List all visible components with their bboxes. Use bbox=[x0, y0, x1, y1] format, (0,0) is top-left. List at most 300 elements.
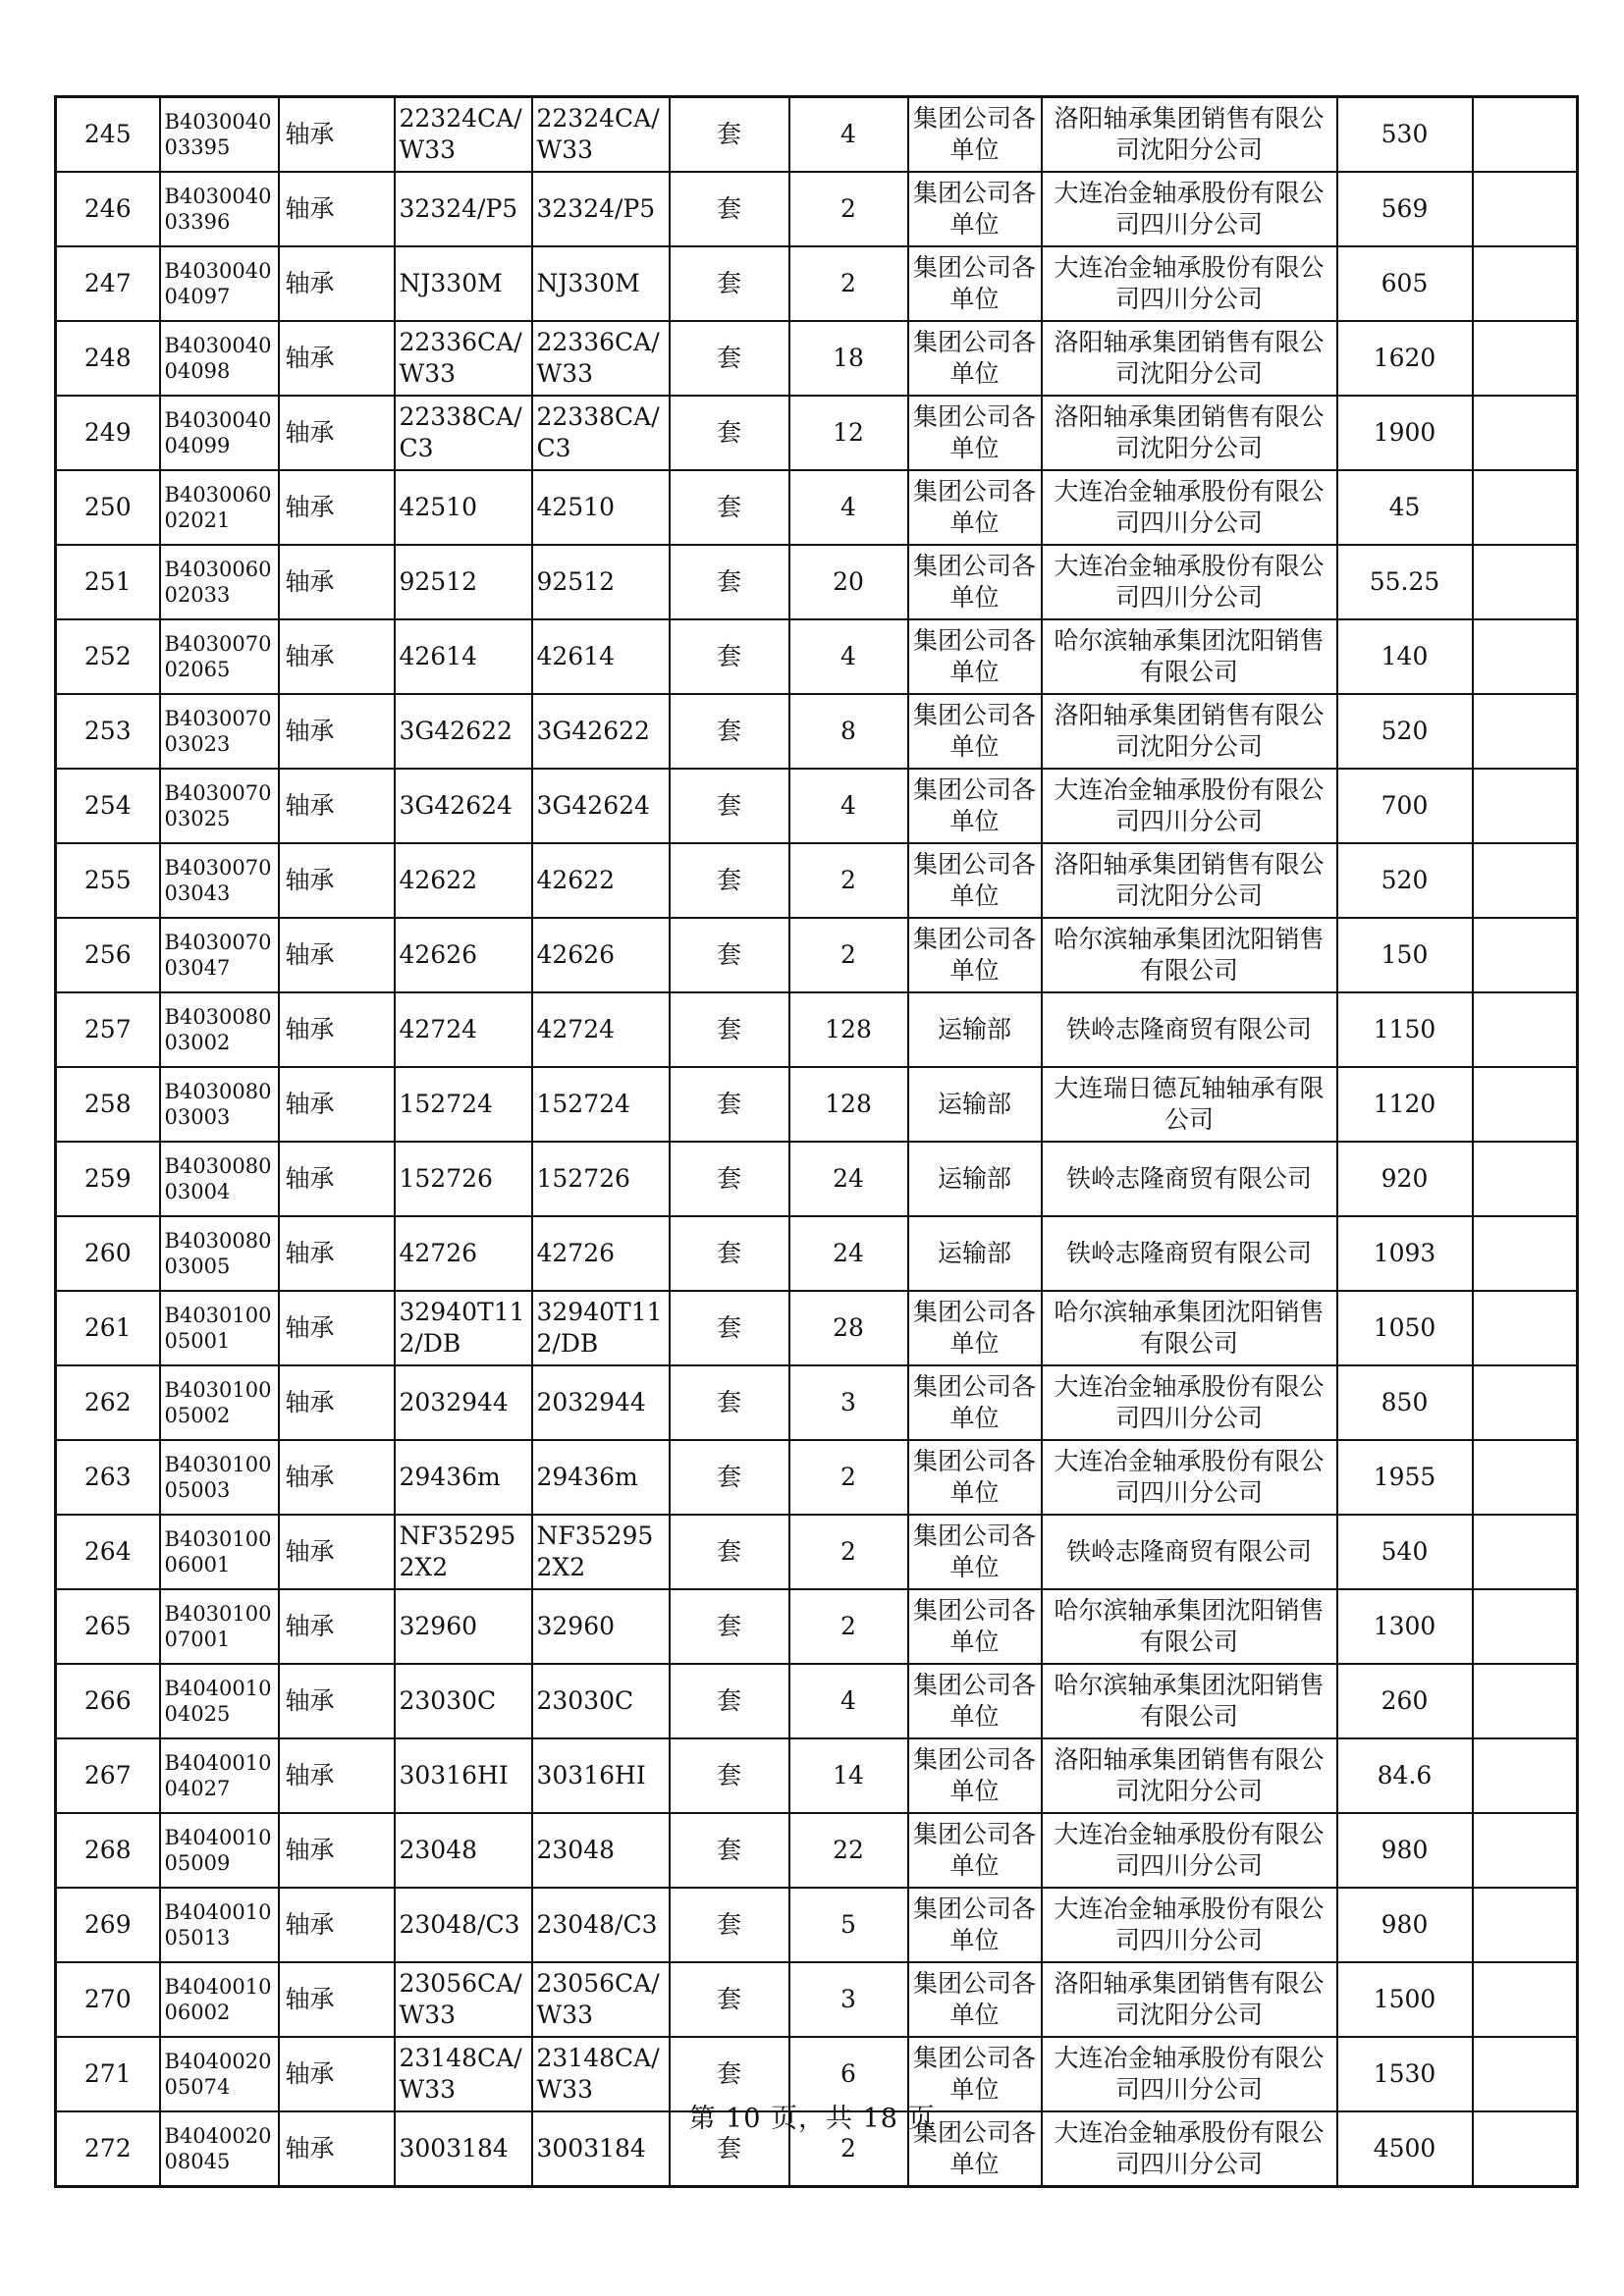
bearing-price-table bbox=[54, 95, 1579, 2188]
quantity-cell: 4 bbox=[789, 619, 908, 694]
material-code-cell: B404001004027 bbox=[160, 1738, 279, 1813]
specification-cell: 3G42624 bbox=[395, 769, 532, 843]
material-code-cell: B403010006001 bbox=[160, 1515, 279, 1589]
quantity-cell: 3 bbox=[789, 1365, 908, 1440]
supplier-cell: 铁岭志隆商贸有限公司 bbox=[1042, 1142, 1337, 1216]
item-name-cell: 轴承 bbox=[279, 2111, 395, 2187]
unit-price-cell: 920 bbox=[1337, 1142, 1473, 1216]
material-code-cell: B403007002065 bbox=[160, 619, 279, 694]
row-number-cell: 255 bbox=[56, 843, 160, 918]
material-code-cell: B403008003003 bbox=[160, 1067, 279, 1142]
table-row bbox=[56, 992, 1578, 1067]
model-cell: 32960 bbox=[532, 1589, 670, 1664]
specification-cell: 42724 bbox=[395, 992, 532, 1067]
unit-cell: 套 bbox=[670, 2111, 789, 2187]
material-code-cell: B403006002033 bbox=[160, 545, 279, 619]
unit-cell: 套 bbox=[670, 619, 789, 694]
table-row bbox=[56, 1440, 1578, 1515]
row-number-cell: 259 bbox=[56, 1142, 160, 1216]
quantity-cell: 20 bbox=[789, 545, 908, 619]
quantity-cell: 2 bbox=[789, 1589, 908, 1664]
material-code-cell: B404001005009 bbox=[160, 1813, 279, 1888]
row-number-cell: 262 bbox=[56, 1365, 160, 1440]
model-cell: NJ330M bbox=[532, 246, 670, 321]
material-code-cell: B403006002021 bbox=[160, 470, 279, 545]
item-name-cell: 轴承 bbox=[279, 2037, 395, 2111]
specification-cell: 92512 bbox=[395, 545, 532, 619]
quantity-cell: 18 bbox=[789, 321, 908, 396]
unit-cell: 套 bbox=[670, 843, 789, 918]
remark-cell bbox=[1473, 1142, 1578, 1216]
model-cell: 22324CA/W33 bbox=[532, 97, 670, 173]
department-cell: 集团公司各单位 bbox=[908, 1365, 1042, 1440]
department-cell: 集团公司各单位 bbox=[908, 769, 1042, 843]
department-cell: 集团公司各单位 bbox=[908, 1515, 1042, 1589]
row-number-cell: 248 bbox=[56, 321, 160, 396]
table-row bbox=[56, 1291, 1578, 1365]
table-row bbox=[56, 619, 1578, 694]
unit-cell: 套 bbox=[670, 246, 789, 321]
supplier-cell: 洛阳轴承集团销售有限公司沈阳分公司 bbox=[1042, 1962, 1337, 2037]
department-cell: 运输部 bbox=[908, 1067, 1042, 1142]
unit-cell: 套 bbox=[670, 1664, 789, 1738]
specification-cell: 23056CA/W33 bbox=[395, 1962, 532, 2037]
supplier-cell: 大连冶金轴承股份有限公司四川分公司 bbox=[1042, 172, 1337, 246]
row-number-cell: 256 bbox=[56, 918, 160, 992]
supplier-cell: 铁岭志隆商贸有限公司 bbox=[1042, 1515, 1337, 1589]
table-row bbox=[56, 1589, 1578, 1664]
unit-cell: 套 bbox=[670, 1515, 789, 1589]
row-number-cell: 271 bbox=[56, 2037, 160, 2111]
department-cell: 集团公司各单位 bbox=[908, 1440, 1042, 1515]
department-cell: 运输部 bbox=[908, 992, 1042, 1067]
table-row bbox=[56, 172, 1578, 246]
department-cell: 集团公司各单位 bbox=[908, 470, 1042, 545]
table-row bbox=[56, 470, 1578, 545]
remark-cell bbox=[1473, 545, 1578, 619]
unit-price-cell: 1900 bbox=[1337, 396, 1473, 470]
supplier-cell: 洛阳轴承集团销售有限公司沈阳分公司 bbox=[1042, 97, 1337, 173]
table-row bbox=[56, 396, 1578, 470]
specification-cell: 2032944 bbox=[395, 1365, 532, 1440]
material-code-cell: B403008003005 bbox=[160, 1216, 279, 1291]
item-name-cell: 轴承 bbox=[279, 1142, 395, 1216]
row-number-cell: 261 bbox=[56, 1291, 160, 1365]
department-cell: 集团公司各单位 bbox=[908, 1664, 1042, 1738]
model-cell: 23048 bbox=[532, 1813, 670, 1888]
department-cell: 集团公司各单位 bbox=[908, 1962, 1042, 2037]
model-cell: 23048/C3 bbox=[532, 1888, 670, 1962]
remark-cell bbox=[1473, 1365, 1578, 1440]
specification-cell: 23148CA/W33 bbox=[395, 2037, 532, 2111]
material-code-cell: B403008003002 bbox=[160, 992, 279, 1067]
row-number-cell: 272 bbox=[56, 2111, 160, 2187]
material-code-cell: B404002005074 bbox=[160, 2037, 279, 2111]
quantity-cell: 4 bbox=[789, 97, 908, 173]
quantity-cell: 2 bbox=[789, 918, 908, 992]
table-row bbox=[56, 843, 1578, 918]
unit-cell: 套 bbox=[670, 769, 789, 843]
item-name-cell: 轴承 bbox=[279, 1888, 395, 1962]
specification-cell: NF352952X2 bbox=[395, 1515, 532, 1589]
supplier-cell: 大连冶金轴承股份有限公司四川分公司 bbox=[1042, 2111, 1337, 2187]
supplier-cell: 大连冶金轴承股份有限公司四川分公司 bbox=[1042, 1888, 1337, 1962]
supplier-cell: 哈尔滨轴承集团沈阳销售有限公司 bbox=[1042, 1589, 1337, 1664]
department-cell: 集团公司各单位 bbox=[908, 1589, 1042, 1664]
department-cell: 集团公司各单位 bbox=[908, 1738, 1042, 1813]
row-number-cell: 247 bbox=[56, 246, 160, 321]
unit-price-cell: 1093 bbox=[1337, 1216, 1473, 1291]
material-code-cell: B403010005001 bbox=[160, 1291, 279, 1365]
remark-cell bbox=[1473, 619, 1578, 694]
remark-cell bbox=[1473, 1888, 1578, 1962]
quantity-cell: 28 bbox=[789, 1291, 908, 1365]
unit-cell: 套 bbox=[670, 1813, 789, 1888]
supplier-cell: 哈尔滨轴承集团沈阳销售有限公司 bbox=[1042, 1664, 1337, 1738]
item-name-cell: 轴承 bbox=[279, 1365, 395, 1440]
model-cell: 30316HI bbox=[532, 1738, 670, 1813]
model-cell: 92512 bbox=[532, 545, 670, 619]
specification-cell: NJ330M bbox=[395, 246, 532, 321]
item-name-cell: 轴承 bbox=[279, 992, 395, 1067]
item-name-cell: 轴承 bbox=[279, 1515, 395, 1589]
unit-price-cell: 1120 bbox=[1337, 1067, 1473, 1142]
specification-cell: 30316HI bbox=[395, 1738, 532, 1813]
table-row bbox=[56, 97, 1578, 173]
quantity-cell: 3 bbox=[789, 1962, 908, 2037]
quantity-cell: 2 bbox=[789, 2111, 908, 2187]
unit-cell: 套 bbox=[670, 470, 789, 545]
unit-price-cell: 540 bbox=[1337, 1515, 1473, 1589]
item-name-cell: 轴承 bbox=[279, 246, 395, 321]
unit-price-cell: 1050 bbox=[1337, 1291, 1473, 1365]
supplier-cell: 大连冶金轴承股份有限公司四川分公司 bbox=[1042, 470, 1337, 545]
specification-cell: 42626 bbox=[395, 918, 532, 992]
material-code-cell: B403008003004 bbox=[160, 1142, 279, 1216]
table-row bbox=[56, 1888, 1578, 1962]
supplier-cell: 大连冶金轴承股份有限公司四川分公司 bbox=[1042, 2037, 1337, 2111]
row-number-cell: 267 bbox=[56, 1738, 160, 1813]
remark-cell bbox=[1473, 172, 1578, 246]
unit-price-cell: 1150 bbox=[1337, 992, 1473, 1067]
specification-cell: 23048/C3 bbox=[395, 1888, 532, 1962]
remark-cell bbox=[1473, 1738, 1578, 1813]
unit-cell: 套 bbox=[670, 1067, 789, 1142]
material-code-cell: B403004004097 bbox=[160, 246, 279, 321]
quantity-cell: 2 bbox=[789, 1440, 908, 1515]
unit-cell: 套 bbox=[670, 1216, 789, 1291]
remark-cell bbox=[1473, 97, 1578, 173]
unit-price-cell: 605 bbox=[1337, 246, 1473, 321]
model-cell: 32940T112/DB bbox=[532, 1291, 670, 1365]
row-number-cell: 246 bbox=[56, 172, 160, 246]
unit-price-cell: 700 bbox=[1337, 769, 1473, 843]
supplier-cell: 大连瑞日德瓦轴轴承有限公司 bbox=[1042, 1067, 1337, 1142]
material-code-cell: B404001005013 bbox=[160, 1888, 279, 1962]
page-footer: 第 10 页，共 18 页 bbox=[688, 2104, 936, 2134]
unit-cell: 套 bbox=[670, 1738, 789, 1813]
item-name-cell: 轴承 bbox=[279, 172, 395, 246]
material-code-cell: B403010005002 bbox=[160, 1365, 279, 1440]
item-name-cell: 轴承 bbox=[279, 321, 395, 396]
item-name-cell: 轴承 bbox=[279, 918, 395, 992]
model-cell: 23056CA/W33 bbox=[532, 1962, 670, 2037]
item-name-cell: 轴承 bbox=[279, 1813, 395, 1888]
table-row bbox=[56, 246, 1578, 321]
remark-cell bbox=[1473, 1664, 1578, 1738]
quantity-cell: 24 bbox=[789, 1142, 908, 1216]
department-cell: 集团公司各单位 bbox=[908, 97, 1042, 173]
unit-price-cell: 850 bbox=[1337, 1365, 1473, 1440]
unit-price-cell: 1300 bbox=[1337, 1589, 1473, 1664]
supplier-cell: 大连冶金轴承股份有限公司四川分公司 bbox=[1042, 246, 1337, 321]
table-row bbox=[56, 918, 1578, 992]
quantity-cell: 4 bbox=[789, 470, 908, 545]
material-code-cell: B403007003023 bbox=[160, 694, 279, 769]
table-row bbox=[56, 1142, 1578, 1216]
table-row bbox=[56, 1962, 1578, 2037]
material-code-cell: B403004004099 bbox=[160, 396, 279, 470]
specification-cell: 152726 bbox=[395, 1142, 532, 1216]
model-cell: 32324/P5 bbox=[532, 172, 670, 246]
unit-cell: 套 bbox=[670, 1888, 789, 1962]
specification-cell: 22338CA/C3 bbox=[395, 396, 532, 470]
specification-cell: 23030C bbox=[395, 1664, 532, 1738]
row-number-cell: 252 bbox=[56, 619, 160, 694]
model-cell: 42726 bbox=[532, 1216, 670, 1291]
table-row bbox=[56, 1738, 1578, 1813]
unit-cell: 套 bbox=[670, 694, 789, 769]
unit-cell: 套 bbox=[670, 97, 789, 173]
table-row bbox=[56, 769, 1578, 843]
unit-cell: 套 bbox=[670, 1589, 789, 1664]
item-name-cell: 轴承 bbox=[279, 619, 395, 694]
supplier-cell: 大连冶金轴承股份有限公司四川分公司 bbox=[1042, 769, 1337, 843]
remark-cell bbox=[1473, 992, 1578, 1067]
unit-price-cell: 84.6 bbox=[1337, 1738, 1473, 1813]
table-row bbox=[56, 1067, 1578, 1142]
specification-cell: 32960 bbox=[395, 1589, 532, 1664]
remark-cell bbox=[1473, 321, 1578, 396]
quantity-cell: 4 bbox=[789, 1664, 908, 1738]
unit-cell: 套 bbox=[670, 992, 789, 1067]
model-cell: 23148CA/W33 bbox=[532, 2037, 670, 2111]
table-row bbox=[56, 694, 1578, 769]
row-number-cell: 264 bbox=[56, 1515, 160, 1589]
item-name-cell: 轴承 bbox=[279, 1738, 395, 1813]
row-number-cell: 254 bbox=[56, 769, 160, 843]
item-name-cell: 轴承 bbox=[279, 97, 395, 173]
item-name-cell: 轴承 bbox=[279, 396, 395, 470]
model-cell: 42614 bbox=[532, 619, 670, 694]
quantity-cell: 128 bbox=[789, 1067, 908, 1142]
unit-price-cell: 1500 bbox=[1337, 1962, 1473, 2037]
quantity-cell: 4 bbox=[789, 769, 908, 843]
model-cell: 3G42624 bbox=[532, 769, 670, 843]
material-code-cell: B403010005003 bbox=[160, 1440, 279, 1515]
supplier-cell: 哈尔滨轴承集团沈阳销售有限公司 bbox=[1042, 918, 1337, 992]
unit-price-cell: 260 bbox=[1337, 1664, 1473, 1738]
quantity-cell: 24 bbox=[789, 1216, 908, 1291]
unit-price-cell: 1955 bbox=[1337, 1440, 1473, 1515]
specification-cell: 32940T112/DB bbox=[395, 1291, 532, 1365]
remark-cell bbox=[1473, 1440, 1578, 1515]
department-cell: 集团公司各单位 bbox=[908, 1813, 1042, 1888]
item-name-cell: 轴承 bbox=[279, 769, 395, 843]
specification-cell: 29436m bbox=[395, 1440, 532, 1515]
quantity-cell: 5 bbox=[789, 1888, 908, 1962]
department-cell: 集团公司各单位 bbox=[908, 1888, 1042, 1962]
model-cell: 3G42622 bbox=[532, 694, 670, 769]
unit-cell: 套 bbox=[670, 918, 789, 992]
unit-price-cell: 569 bbox=[1337, 172, 1473, 246]
material-code-cell: B403004003396 bbox=[160, 172, 279, 246]
item-name-cell: 轴承 bbox=[279, 843, 395, 918]
material-code-cell: B403004004098 bbox=[160, 321, 279, 396]
specification-cell: 42510 bbox=[395, 470, 532, 545]
row-number-cell: 260 bbox=[56, 1216, 160, 1291]
table-row bbox=[56, 1365, 1578, 1440]
row-number-cell: 245 bbox=[56, 97, 160, 173]
department-cell: 集团公司各单位 bbox=[908, 321, 1042, 396]
remark-cell bbox=[1473, 470, 1578, 545]
material-code-cell: B403007003025 bbox=[160, 769, 279, 843]
unit-price-cell: 530 bbox=[1337, 97, 1473, 173]
quantity-cell: 14 bbox=[789, 1738, 908, 1813]
material-code-cell: B403007003043 bbox=[160, 843, 279, 918]
model-cell: 42724 bbox=[532, 992, 670, 1067]
supplier-cell: 洛阳轴承集团销售有限公司沈阳分公司 bbox=[1042, 843, 1337, 918]
department-cell: 集团公司各单位 bbox=[908, 246, 1042, 321]
specification-cell: 42726 bbox=[395, 1216, 532, 1291]
department-cell: 集团公司各单位 bbox=[908, 172, 1042, 246]
unit-cell: 套 bbox=[670, 1365, 789, 1440]
row-number-cell: 270 bbox=[56, 1962, 160, 2037]
material-code-cell: B404001006002 bbox=[160, 1962, 279, 2037]
row-number-cell: 269 bbox=[56, 1888, 160, 1962]
unit-cell: 套 bbox=[670, 545, 789, 619]
row-number-cell: 257 bbox=[56, 992, 160, 1067]
row-number-cell: 266 bbox=[56, 1664, 160, 1738]
unit-price-cell: 45 bbox=[1337, 470, 1473, 545]
unit-cell: 套 bbox=[670, 396, 789, 470]
specification-cell: 3G42622 bbox=[395, 694, 532, 769]
item-name-cell: 轴承 bbox=[279, 1664, 395, 1738]
quantity-cell: 22 bbox=[789, 1813, 908, 1888]
unit-cell: 套 bbox=[670, 321, 789, 396]
department-cell: 集团公司各单位 bbox=[908, 396, 1042, 470]
supplier-cell: 洛阳轴承集团销售有限公司沈阳分公司 bbox=[1042, 694, 1337, 769]
quantity-cell: 2 bbox=[789, 246, 908, 321]
item-name-cell: 轴承 bbox=[279, 1962, 395, 2037]
supplier-cell: 大连冶金轴承股份有限公司四川分公司 bbox=[1042, 1440, 1337, 1515]
remark-cell bbox=[1473, 1813, 1578, 1888]
unit-price-cell: 150 bbox=[1337, 918, 1473, 992]
table-row bbox=[56, 1216, 1578, 1291]
supplier-cell: 洛阳轴承集团销售有限公司沈阳分公司 bbox=[1042, 396, 1337, 470]
remark-cell bbox=[1473, 1962, 1578, 2037]
unit-price-cell: 1620 bbox=[1337, 321, 1473, 396]
row-number-cell: 263 bbox=[56, 1440, 160, 1515]
supplier-cell: 铁岭志隆商贸有限公司 bbox=[1042, 992, 1337, 1067]
department-cell: 集团公司各单位 bbox=[908, 843, 1042, 918]
item-name-cell: 轴承 bbox=[279, 1589, 395, 1664]
table-row bbox=[56, 1515, 1578, 1589]
model-cell: 3003184 bbox=[532, 2111, 670, 2187]
remark-cell bbox=[1473, 1291, 1578, 1365]
quantity-cell: 6 bbox=[789, 2037, 908, 2111]
row-number-cell: 265 bbox=[56, 1589, 160, 1664]
specification-cell: 152724 bbox=[395, 1067, 532, 1142]
model-cell: 23030C bbox=[532, 1664, 670, 1738]
model-cell: 22338CA/C3 bbox=[532, 396, 670, 470]
material-code-cell: B404001004025 bbox=[160, 1664, 279, 1738]
model-cell: 152726 bbox=[532, 1142, 670, 1216]
row-number-cell: 258 bbox=[56, 1067, 160, 1142]
row-number-cell: 251 bbox=[56, 545, 160, 619]
item-name-cell: 轴承 bbox=[279, 470, 395, 545]
model-cell: 42626 bbox=[532, 918, 670, 992]
remark-cell bbox=[1473, 694, 1578, 769]
item-name-cell: 轴承 bbox=[279, 694, 395, 769]
remark-cell bbox=[1473, 396, 1578, 470]
specification-cell: 32324/P5 bbox=[395, 172, 532, 246]
department-cell: 集团公司各单位 bbox=[908, 1291, 1042, 1365]
model-cell: NF352952X2 bbox=[532, 1515, 670, 1589]
supplier-cell: 大连冶金轴承股份有限公司四川分公司 bbox=[1042, 1365, 1337, 1440]
row-number-cell: 250 bbox=[56, 470, 160, 545]
model-cell: 42622 bbox=[532, 843, 670, 918]
department-cell: 集团公司各单位 bbox=[908, 545, 1042, 619]
supplier-cell: 大连冶金轴承股份有限公司四川分公司 bbox=[1042, 545, 1337, 619]
quantity-cell: 12 bbox=[789, 396, 908, 470]
department-cell: 集团公司各单位 bbox=[908, 619, 1042, 694]
supplier-cell: 铁岭志隆商贸有限公司 bbox=[1042, 1216, 1337, 1291]
remark-cell bbox=[1473, 1067, 1578, 1142]
unit-cell: 套 bbox=[670, 1440, 789, 1515]
model-cell: 152724 bbox=[532, 1067, 670, 1142]
item-name-cell: 轴承 bbox=[279, 1291, 395, 1365]
unit-cell: 套 bbox=[670, 172, 789, 246]
material-code-cell: B404002008045 bbox=[160, 2111, 279, 2187]
unit-price-cell: 4500 bbox=[1337, 2111, 1473, 2187]
unit-cell: 套 bbox=[670, 2037, 789, 2111]
specification-cell: 3003184 bbox=[395, 2111, 532, 2187]
quantity-cell: 2 bbox=[789, 172, 908, 246]
department-cell: 运输部 bbox=[908, 1142, 1042, 1216]
quantity-cell: 2 bbox=[789, 1515, 908, 1589]
item-name-cell: 轴承 bbox=[279, 1067, 395, 1142]
quantity-cell: 2 bbox=[789, 843, 908, 918]
remark-cell bbox=[1473, 1515, 1578, 1589]
material-code-cell: B403010007001 bbox=[160, 1589, 279, 1664]
model-cell: 2032944 bbox=[532, 1365, 670, 1440]
item-name-cell: 轴承 bbox=[279, 1440, 395, 1515]
table-row bbox=[56, 545, 1578, 619]
department-cell: 集团公司各单位 bbox=[908, 918, 1042, 992]
specification-cell: 22324CA/W33 bbox=[395, 97, 532, 173]
specification-cell: 23048 bbox=[395, 1813, 532, 1888]
unit-cell: 套 bbox=[670, 1142, 789, 1216]
specification-cell: 42622 bbox=[395, 843, 532, 918]
unit-cell: 套 bbox=[670, 1291, 789, 1365]
row-number-cell: 268 bbox=[56, 1813, 160, 1888]
model-cell: 22336CA/W33 bbox=[532, 321, 670, 396]
supplier-cell: 大连冶金轴承股份有限公司四川分公司 bbox=[1042, 1813, 1337, 1888]
unit-price-cell: 55.25 bbox=[1337, 545, 1473, 619]
quantity-cell: 128 bbox=[789, 992, 908, 1067]
model-cell: 29436m bbox=[532, 1440, 670, 1515]
